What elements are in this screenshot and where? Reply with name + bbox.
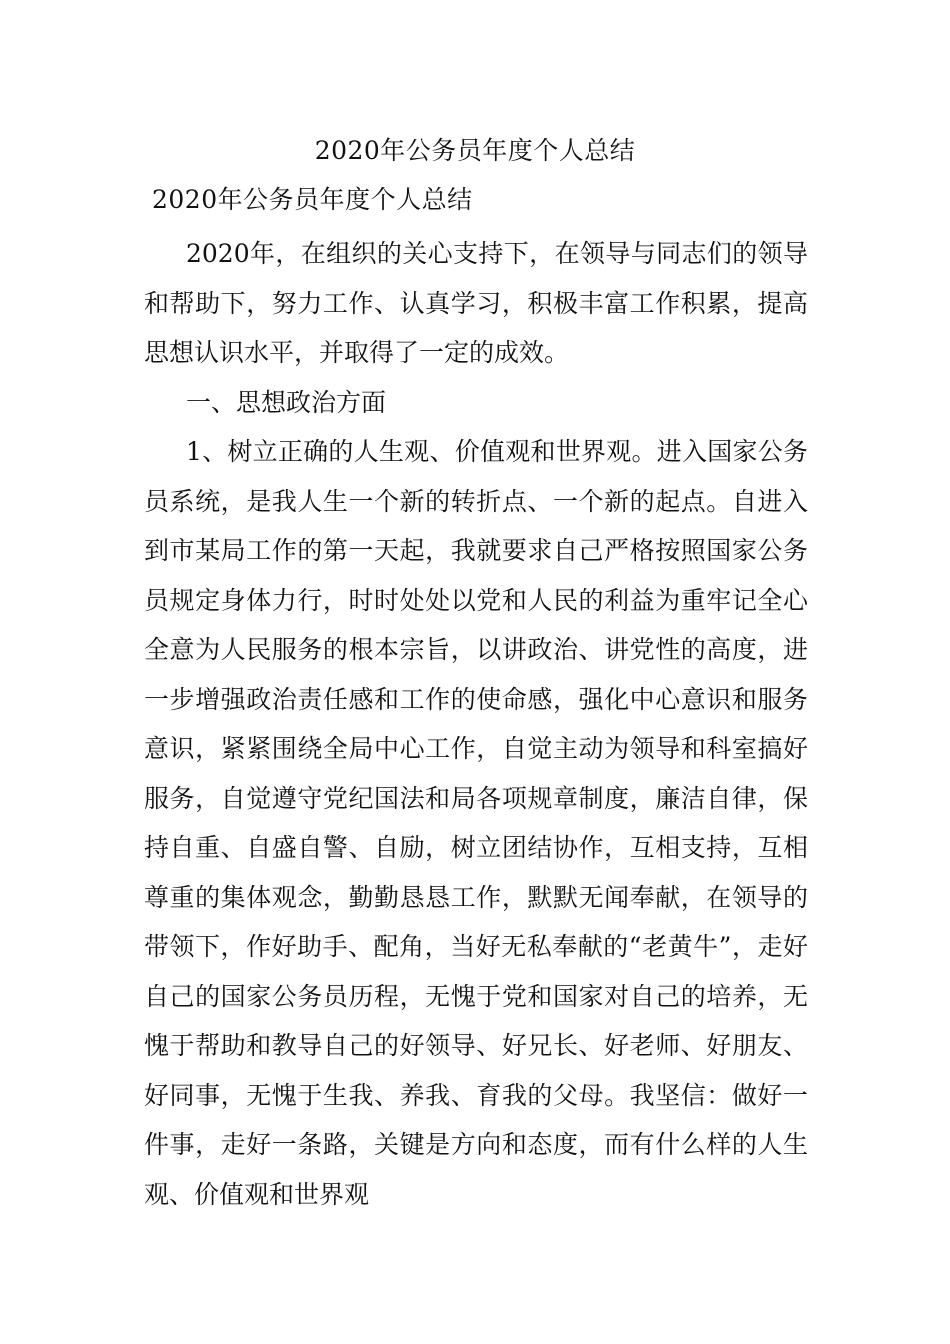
item-1-paragraph: 1、树立正确的人生观、价值观和世界观。进入国家公务员系统，是我人生一个新的转折点、一个新的起点。自进入到市某局工作的第一天起，我就要求自己严格按照国家公务员规定身体力行，时时处处以党和人民的利益为重牢记全心全意为人民服务的根本宗旨，以讲政治、讲党性的高度，进一步增强政治责任感和工作的使命感，强化中心意识和服务意识，紧紧围绕全局中心工作，自觉主动为领导和科室搞好服务，自觉遵守党纪国法和局各项规章制度，廉洁自律，保持自重、自盛自警、自励，树立团结协作，互相支持，互相尊重的集体观念，勤勤恳恳工作，默默无闻奉献，在领导的带领下，作好助手、配角，当好无私奉献的“老黄牛”，走好自己的国家公务员历程，无愧于党和国家对自己的培养，无愧于帮助和教导自己的好领导、好兄长、好老师、好朋友、好同事，无愧于生我、养我、育我的父母。我坚信：做好一件事，走好一条路，关键是方向和态度，而有什么样的人生观、价值观和世界观 — [144, 437, 808, 1209]
document-subtitle: 2020年公务员年度个人总结 — [152, 185, 473, 214]
document-title: 2020年公务员年度个人总结 — [314, 136, 636, 165]
section-heading: 一、思想政治方面 — [186, 388, 387, 417]
intro-paragraph: 2020年，在组织的关心支持下，在领导与同志们的领导和帮助下，努力工作、认真学习，积极丰富工作积累，提高思想认识水平，并取得了一定的成效。 — [144, 239, 808, 367]
